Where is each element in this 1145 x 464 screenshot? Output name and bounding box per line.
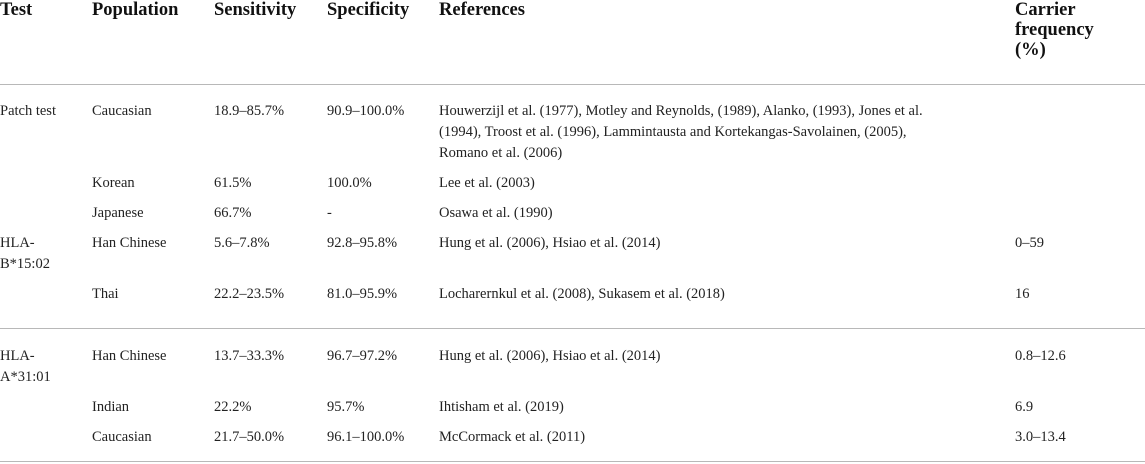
header-carrier-frequency [1015, 0, 1094, 60]
cell-test [0, 346, 51, 388]
header-population: Population [92, 0, 179, 20]
references-line: (1994), Troost et al. (1996), Lammintausta and Kortekangas-Savolainen, (2005), [439, 124, 907, 140]
header-specificity: Specificity [327, 0, 410, 20]
cell-specificity: 96.7–97.2% [327, 348, 398, 364]
header-carrier-line3: (%) [1015, 40, 1046, 60]
test-line: HLA- [0, 348, 35, 364]
test-line: B*15:02 [0, 256, 50, 272]
references-line: Houwerzijl et al. (1977), Motley and Reynolds, (1989), Alanko, (1993), Jones et al. [439, 103, 923, 119]
cell-specificity: 96.1–100.0% [327, 429, 405, 445]
cell-sensitivity: 13.7–33.3% [214, 348, 285, 364]
cell-population: Indian [92, 399, 130, 415]
header-test: Test [0, 0, 33, 20]
cell-references: Ihtisham et al. (2019) [439, 399, 564, 415]
cell-references: McCormack et al. (2011) [439, 429, 586, 445]
cell-population: Thai [92, 286, 119, 302]
cell-sensitivity: 5.6–7.8% [214, 235, 270, 251]
cell-test [0, 233, 50, 275]
cell-sensitivity: 21.7–50.0% [214, 429, 285, 445]
cell-population: Caucasian [92, 103, 152, 119]
cell-specificity: 95.7% [327, 399, 365, 415]
cell-sensitivity: 22.2% [214, 399, 252, 415]
cell-references: Lee et al. (2003) [439, 175, 535, 191]
cell-specificity: 100.0% [327, 175, 372, 191]
header-rule [0, 84, 1145, 85]
header-references: References [439, 0, 525, 20]
cell-specificity: - [327, 205, 332, 221]
header-carrier-line1: Carrier [1015, 0, 1076, 20]
cell-carrier: 6.9 [1015, 399, 1034, 415]
section-rule [0, 328, 1145, 329]
cell-references: Locharernkul et al. (2008), Sukasem et al. (2018) [439, 286, 725, 302]
bottom-rule [0, 461, 1145, 462]
cell-carrier: 0.8–12.6 [1015, 348, 1066, 364]
cell-references [439, 101, 923, 164]
cell-population: Caucasian [92, 429, 152, 445]
cell-population: Han Chinese [92, 235, 167, 251]
cell-sensitivity: 61.5% [214, 175, 252, 191]
references-line: Romano et al. (2006) [439, 145, 563, 161]
header-sensitivity: Sensitivity [214, 0, 297, 20]
cell-carrier: 16 [1015, 286, 1030, 302]
cell-population: Japanese [92, 205, 144, 221]
cell-specificity: 92.8–95.8% [327, 235, 398, 251]
cell-population: Korean [92, 175, 135, 191]
cell-references: Hung et al. (2006), Hsiao et al. (2014) [439, 235, 661, 251]
cell-test: Patch test [0, 103, 56, 119]
cell-specificity: 90.9–100.0% [327, 103, 405, 119]
cell-specificity: 81.0–95.9% [327, 286, 398, 302]
cell-population: Han Chinese [92, 348, 167, 364]
cell-references: Osawa et al. (1990) [439, 205, 553, 221]
test-line: A*31:01 [0, 369, 51, 385]
cell-references: Hung et al. (2006), Hsiao et al. (2014) [439, 348, 661, 364]
cell-sensitivity: 66.7% [214, 205, 252, 221]
test-line: HLA- [0, 235, 35, 251]
header-carrier-line2: frequency [1015, 20, 1094, 40]
cell-carrier: 3.0–13.4 [1015, 429, 1066, 445]
cell-sensitivity: 22.2–23.5% [214, 286, 285, 302]
cell-carrier: 0–59 [1015, 235, 1044, 251]
cell-sensitivity: 18.9–85.7% [214, 103, 285, 119]
